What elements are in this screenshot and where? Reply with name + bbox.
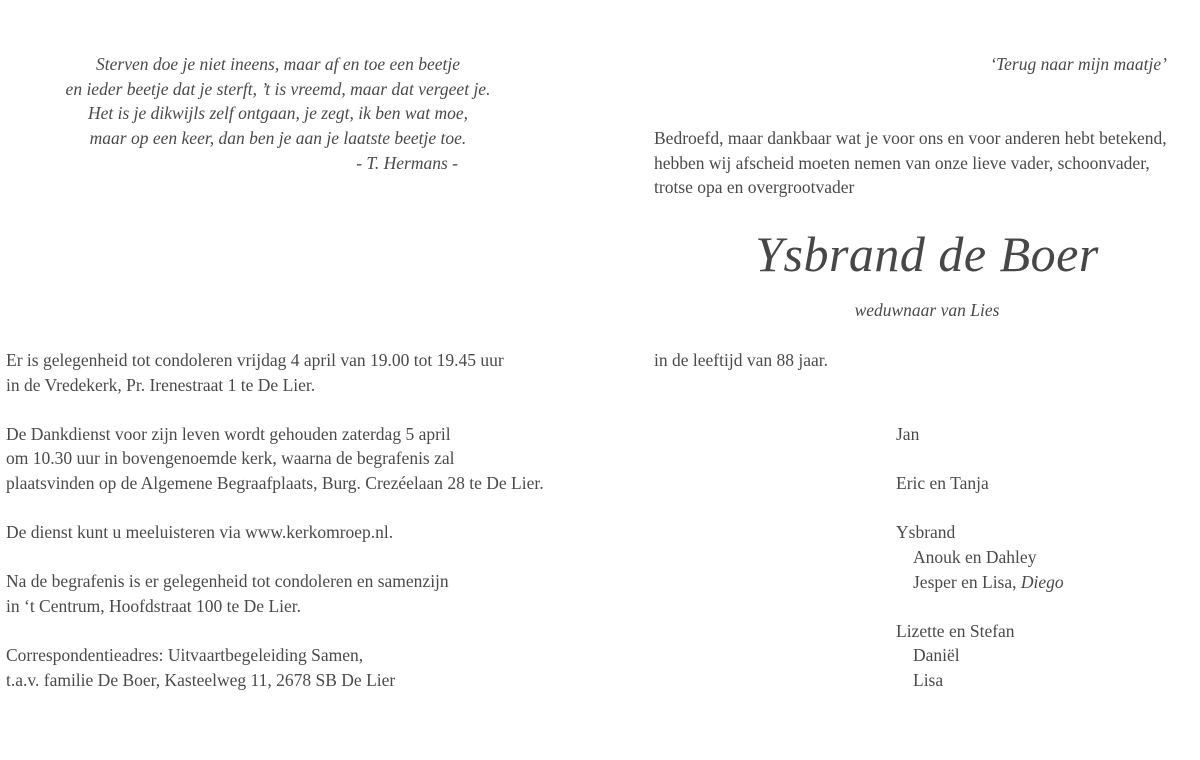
motto: ‘Terug naar mijn maatje’	[990, 54, 1167, 74]
intro-line: trotse opa en overgrootvader	[654, 177, 855, 198]
family-member-deceased: Diego	[1020, 571, 1064, 592]
family-member	[896, 570, 1064, 595]
info-line: De Dankdienst voor zijn leven wordt gehouden zaterdag 5 april	[6, 423, 451, 444]
info-line: t.a.v. familie De Boer, Kasteelweg 11, 2678 SB De Lier	[6, 669, 396, 690]
family-member: Daniël	[913, 645, 960, 666]
practical-info	[6, 348, 544, 717]
family-member: Ysbrand	[896, 522, 956, 543]
intro-line: hebben wij afscheid moeten nemen van onze lieve vader, schoonvader,	[654, 152, 1150, 173]
poem-author: - T. Hermans -	[356, 153, 458, 173]
info-line: plaatsvinden op de Algemene Begraafplaats, Burg. Crezéelaan 28 te De Lier.	[6, 472, 544, 493]
condolence-info	[6, 348, 544, 397]
info-line: Na de begrafenis is er gelegenheid tot condoleren en samenzijn	[6, 571, 449, 592]
info-line: Er is gelegenheid tot condoleren vrijdag 4 april van 19.00 tot 19.45 uur	[6, 350, 504, 370]
info-line: in de Vredekerk, Pr. Irenestraat 1 te De Lier.	[6, 374, 316, 395]
family-member: Anouk en Dahley	[913, 546, 1037, 567]
family-member: Jan	[896, 424, 920, 444]
correspondence-info	[6, 643, 544, 692]
poem-line: Sterven doe je niet ineens, maar af en toe een beetje	[96, 54, 460, 74]
poem-line: Het is je dikwijls zelf ontgaan, je zegt, ik ben wat moe,	[87, 103, 469, 124]
deceased-name: Ysbrand de Boer	[755, 226, 1099, 282]
intro-line: Bedroefd, maar dankbaar wat je voor ons en voor anderen hebt betekend,	[654, 128, 1167, 148]
family-member: Eric en Tanja	[896, 473, 989, 494]
info-line: in ‘t Centrum, Hoofdstraat 100 te De Lier.	[6, 595, 301, 616]
poem	[60, 52, 496, 150]
widower-line: weduwnaar van Lies	[854, 300, 1000, 320]
family-member-name: Jesper en Lisa,	[913, 571, 1017, 592]
family-member: Lisa	[913, 669, 944, 690]
family-member: Lizette en Stefan	[896, 620, 1015, 641]
info-line: De dienst kunt u meeluisteren via www.kerkomroep.nl.	[6, 522, 394, 543]
family-list	[896, 422, 1064, 693]
after-info	[6, 569, 544, 618]
poem-line: maar op een keer, dan ben je aan je laatste beetje toe.	[89, 127, 467, 148]
info-line: Correspondentieadres: Uitvaartbegeleiding Samen,	[6, 645, 364, 666]
intro-text	[654, 126, 1167, 200]
service-info	[6, 422, 544, 496]
stream-info	[6, 520, 544, 545]
info-line: om 10.30 uur in bovengenoemde kerk, waarna de begrafenis zal	[6, 448, 455, 469]
poem-line: en ieder beetje dat je sterft, ’t is vreemd, maar dat vergeet je.	[65, 78, 491, 99]
age-line: in de leeftijd van 88 jaar.	[654, 350, 828, 370]
